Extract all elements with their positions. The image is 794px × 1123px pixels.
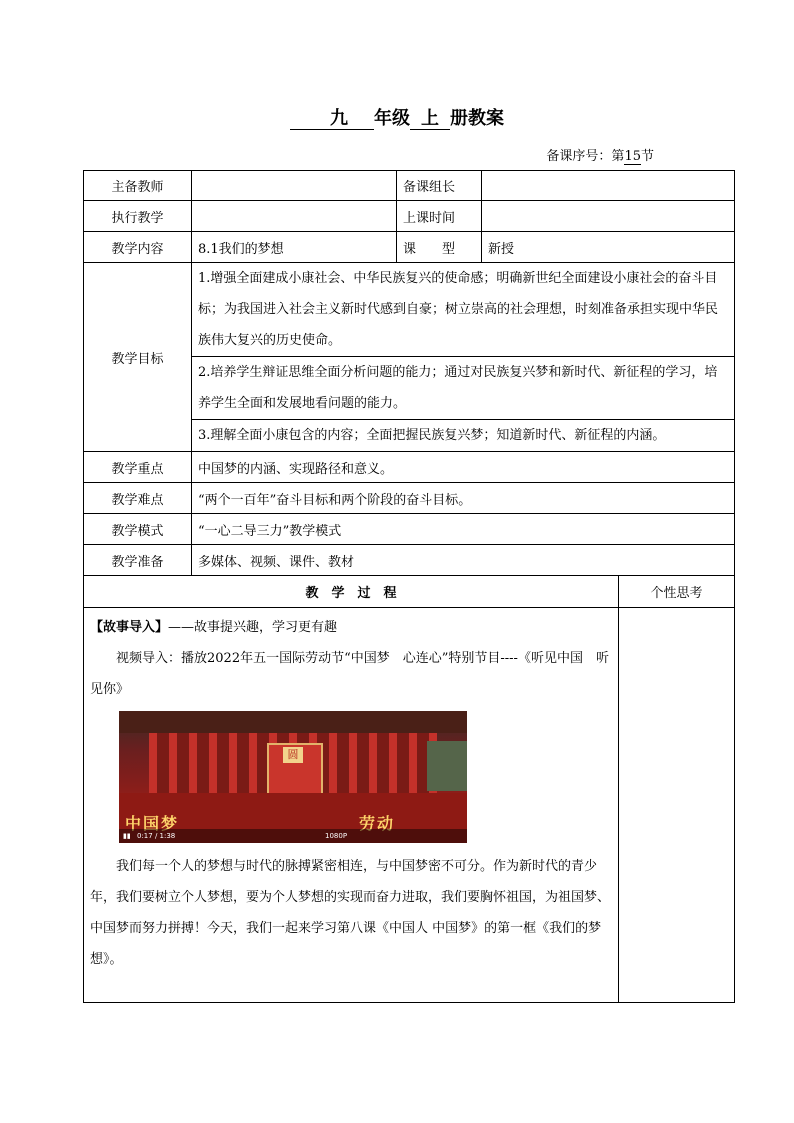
value-key-points: 中国梦的内涵、实现路径和意义。	[192, 452, 735, 483]
value-lead-teacher[interactable]	[192, 171, 397, 201]
video-caption-left: 中国梦	[125, 814, 180, 833]
video-hills	[427, 741, 467, 791]
intro-title: 【故事导入】	[90, 620, 169, 635]
video-caption-right: 劳动	[359, 814, 396, 833]
grade-suffix: 年级	[374, 108, 410, 129]
label-key-points: 教学重点	[84, 452, 192, 483]
goal-item: 1.增强全面建成小康社会、中华民族复兴的使命感；明确新世纪全面建设小康社会的奋斗目标；为我国进入社会主义新时代感到自豪；树立崇高的社会理想，时刻准备承担实现中华民族伟大复兴的历史使命。	[192, 263, 735, 357]
table-row	[84, 171, 735, 201]
intro-line	[90, 612, 612, 643]
video-thumbnail[interactable]	[119, 711, 467, 843]
value-lesson-type: 新授	[482, 232, 735, 263]
value-exec-teacher[interactable]	[192, 201, 397, 232]
intro-subtitle: ——故事提兴趣，学习更有趣	[168, 620, 338, 635]
lesson-plan-table	[83, 170, 735, 1003]
course-no-suffix: 节	[640, 149, 654, 164]
label-mode: 教学模式	[84, 514, 192, 545]
table-row	[84, 201, 735, 232]
goal-item: 2.培养学生辩证思维全面分析问题的能力；通过对民族复兴梦和新时代、新征程的学习，培养学生全面和发展地看问题的能力。	[192, 357, 735, 420]
table-row	[84, 576, 735, 608]
label-class-time: 上课时间	[397, 201, 482, 232]
label-goals: 教学目标	[84, 263, 192, 452]
video-roof	[119, 711, 467, 733]
term-suffix: 册教案	[450, 108, 504, 129]
table-row	[84, 232, 735, 263]
page-title	[0, 104, 794, 130]
table-row	[84, 608, 735, 1003]
video-quality[interactable]: 1080P	[325, 832, 348, 840]
course-no-value: 15	[624, 149, 641, 164]
table-row	[84, 514, 735, 545]
process-header: 教 学 过 程	[84, 576, 619, 608]
label-lead-teacher: 主备教师	[84, 171, 192, 201]
play-icon[interactable]: ▮▮	[123, 832, 131, 840]
value-preparation: 多媒体、视频、课件、教材	[192, 545, 735, 576]
process-content	[84, 608, 619, 1003]
term-value: 上	[410, 109, 450, 130]
value-class-time[interactable]	[482, 201, 735, 232]
value-group-leader[interactable]	[482, 171, 735, 201]
value-difficulties: “两个一百年”奋斗目标和两个阶段的奋斗目标。	[192, 483, 735, 514]
table-row	[84, 483, 735, 514]
value-mode: “一心二导三力”教学模式	[192, 514, 735, 545]
intro-paragraph: 我们每一个人的梦想与时代的脉搏紧密相连，与中国梦密不可分。作为新时代的青少年，我们要树立个人梦想，要为个人梦想的实现而奋力进取，我们要胸怀祖国，为祖国梦、中国梦而努力拼搏！今天，我们一起来学习第八课《中国人 中国梦》的第一框《我们的梦想》。	[90, 859, 611, 967]
table-row	[84, 545, 735, 576]
course-number	[546, 145, 654, 165]
label-lesson-type: 课 型	[397, 232, 482, 263]
grade-value: 九	[290, 109, 374, 130]
video-control-bar[interactable]	[119, 829, 467, 843]
label-difficulties: 教学难点	[84, 483, 192, 514]
goal-item: 3.理解全面小康包含的内容；全面把握民族复兴梦；知道新时代、新征程的内涵。	[192, 420, 735, 452]
video-intro: 视频导入：播放2022年五一国际劳动节“中国梦 心连心”特别节目----《听见中国 听见你》	[90, 651, 609, 697]
label-group-leader: 备课组长	[397, 171, 482, 201]
table-row	[84, 263, 735, 357]
video-time: 0:17 / 1:38	[137, 832, 176, 840]
reflection-cell[interactable]	[619, 608, 735, 1003]
label-exec-teacher: 执行教学	[84, 201, 192, 232]
table-row	[84, 452, 735, 483]
video-emblem: 圆	[283, 747, 303, 763]
label-content: 教学内容	[84, 232, 192, 263]
course-no-label: 备课序号：第	[546, 149, 625, 164]
label-preparation: 教学准备	[84, 545, 192, 576]
value-content: 8.1我们的梦想	[192, 232, 397, 263]
reflection-header: 个性思考	[619, 576, 735, 608]
